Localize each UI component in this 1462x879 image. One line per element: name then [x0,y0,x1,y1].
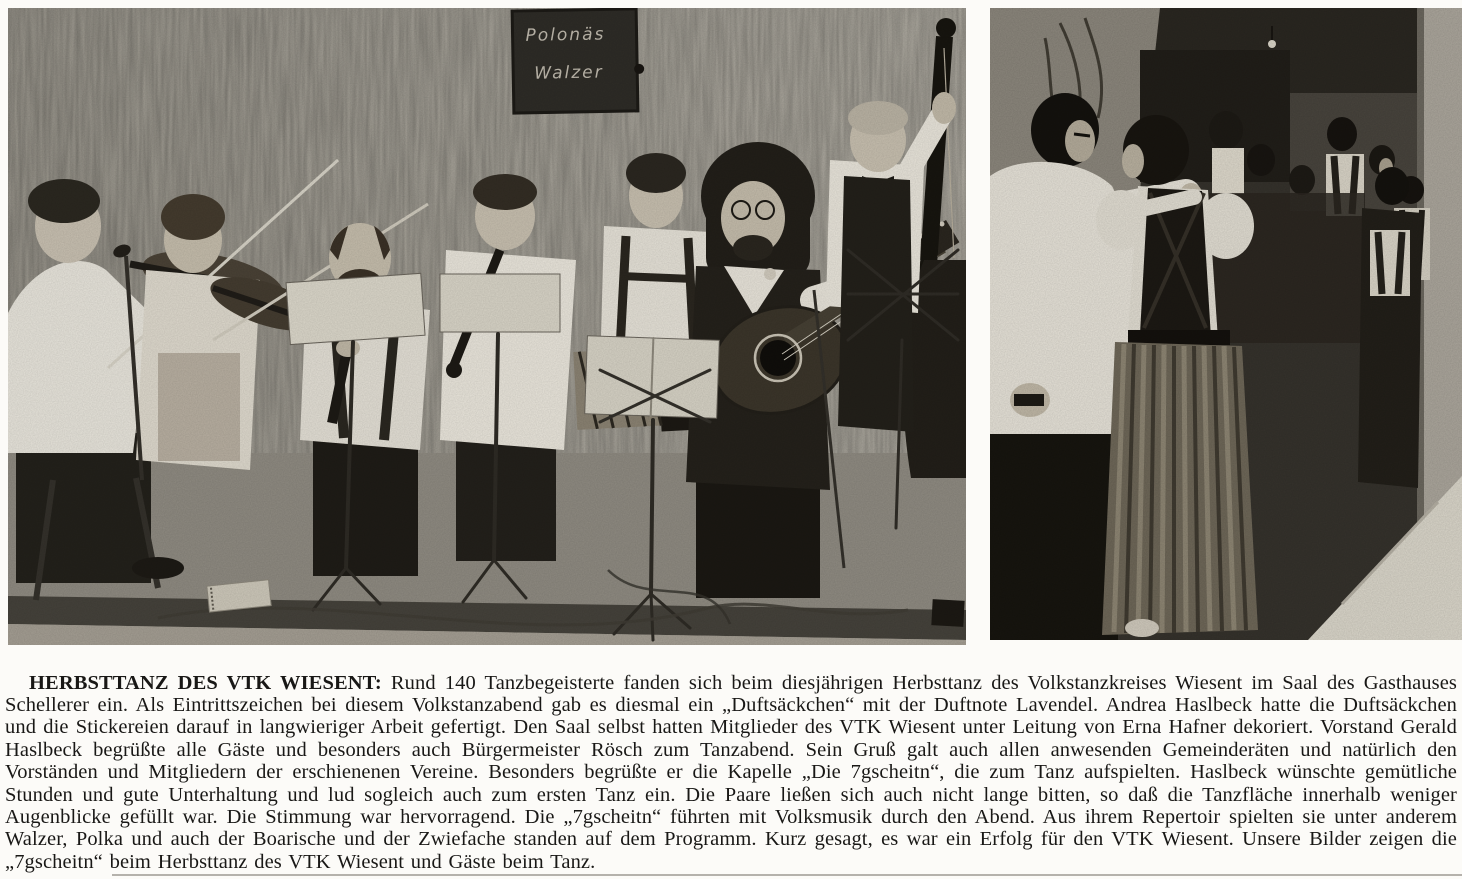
halftone-grain [8,8,966,645]
blackboard-text-line1: Polonäs [525,24,606,46]
halftone-grain [990,8,1462,640]
caption-body: Rund 140 Tanzbegeisterte fanden sich beim diesjährigen Herbsttanz des Volkstanzkreises Wiesent im Saal des Gasthauses Schellerer ein. Als Eintrittszeichen bei diesem Volkstanzabend gab es diesmal ein „Duftsäckchen“ mit der Duftnote Lavendel. Andrea Haslbeck hatte die Duftsäckchen und die Stickereien darauf in langwieriger Arbeit gefertigt. Den Saal selbst hatten Mitglieder des VTK Wiesent unter Leitung von Erna Hafner dekoriert. Vorstand Gerald Haslbeck begrüßte alle Gäste und besonders auch Bürgermeister Rösch zum Tanzabend. Sein Gruß galt auch allen anwesenden Gemeinderäten und natürlich den Vorständen und Mitgliedern der erschienenen Vereine. Besonders begrüßte er die Kapelle „Die 7gscheitn“, die zum Tanz aufspielten. Haslbeck wünschte gemütliche Stunden und gute Unterhaltung und lud sogleich auch zum ersten Tanz ein. Die Paare ließen sich auch nicht lange bitten, so daß die Tanzfläche innerhalb weniger Augenblicke gefüllt war. Die Stimmung war hervorragend. Die „7gscheitn“ führten mit Volksmusik durch den Abend. Aus ihrem Repertoir spielten sie unter anderem Walzer, Polka und auch der Boarische und der Zwiefache standen auf dem Programm. Kurz gesagt, es war ein Erfolg für den VTK Wiesent. Unsere Bilder zeigen die „7gscheitn“ beim Herbsttanz des VTK Wiesent und Gäste beim Tanz. [5,671,1457,873]
photo-caption [5,672,1457,874]
caption-lead: HERBSTTANZ DES VTK WIESENT: [29,671,382,694]
dance-photo [990,8,1462,640]
band-photo [8,8,966,645]
blackboard-text-line2: Walzer [534,62,604,84]
column-rule [112,874,1462,876]
